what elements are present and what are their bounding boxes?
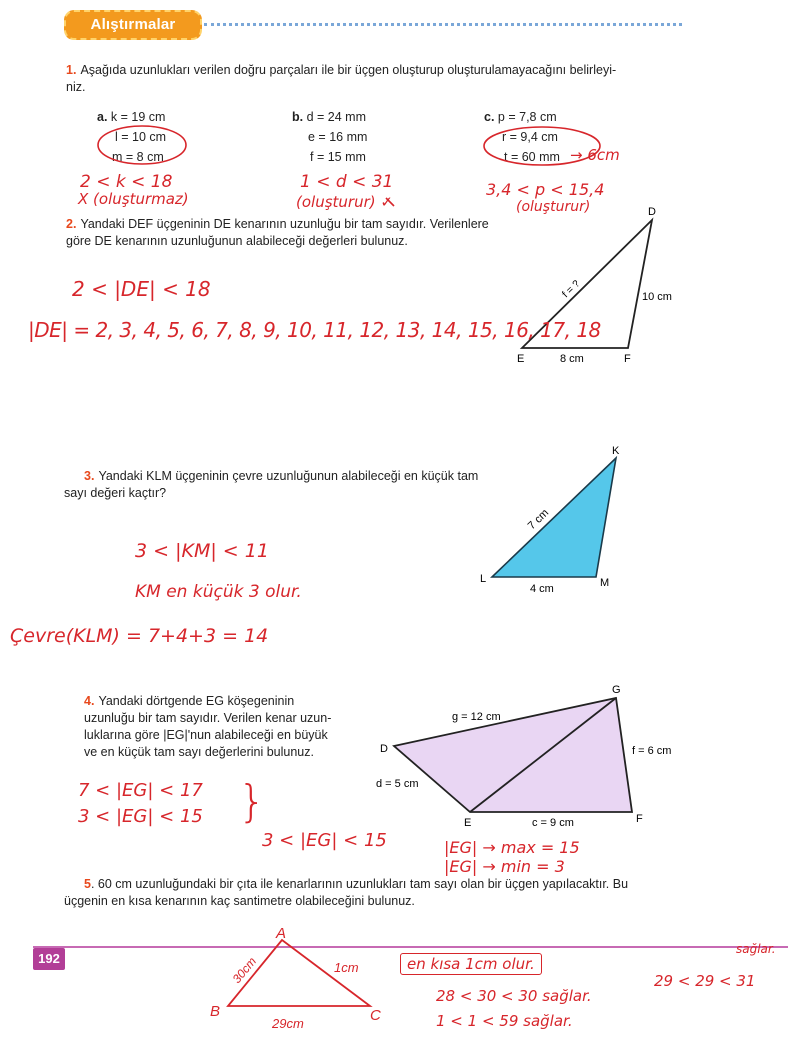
- side-ef-label: c = 9 cm: [532, 817, 574, 829]
- q4-hand-4: |EG| → max = 15: [444, 838, 580, 857]
- q4-hand-2: 3 < |EG| < 15: [78, 806, 203, 827]
- question-4-text: [84, 693, 364, 761]
- side-lm-label: 4 cm: [530, 583, 554, 595]
- question-3-line2: sayı değeri kaçtır?: [64, 486, 167, 500]
- question-3-line1: Yandaki KLM üçgeninin çevre uzunluğunun alabileceği en küçük tam: [98, 469, 479, 483]
- q1-b-line3: f = 15 mm: [310, 150, 366, 164]
- q5-hand-1: 28 < 30 < 30 sağlar.: [436, 987, 592, 1005]
- vertex-b-label: B: [210, 1003, 221, 1020]
- q1-a-line3: m = 8 cm: [112, 150, 164, 164]
- vertex-f-label: F: [624, 353, 631, 365]
- q1-hand-b2: (oluşturur) ✓: [296, 193, 393, 211]
- side-gf-label: f = 6 cm: [632, 745, 672, 757]
- q2-hand-2: |DE| = 2, 3, 4, 5, 6, 7, 8, 9, 10, 11, 12, 13, 14, 15, 16, 17, 18: [28, 318, 601, 342]
- q1-c-line1: p = 7,8 cm: [497, 110, 557, 124]
- question-5-line1: . 60 cm uzunluğundaki bir çıta ile kenarlarının uzunlukları tam sayı olan bir üçgen yapılacaktır. Bu: [90, 877, 629, 891]
- question-4-line4: ve en küçük tam sayı değerlerini bulunuz.: [84, 745, 314, 759]
- question-5-number: 5: [84, 877, 91, 891]
- q3-hand-2: KM en küçük 3 olur.: [135, 582, 302, 602]
- question-2-text: [66, 216, 566, 250]
- q1-hand-c1: 3,4 < p < 15,4: [486, 180, 605, 199]
- question-1-number: 1.: [66, 63, 77, 77]
- q5-hand-box: en kısa 1cm olur.: [400, 953, 542, 975]
- side-bc-label: 29cm: [272, 1016, 304, 1031]
- q5-hand-4: sağlar.: [736, 942, 776, 956]
- q1-b-line1: d = 24 mm: [306, 110, 366, 124]
- side-dg-label: g = 12 cm: [452, 711, 501, 723]
- footer-divider: [33, 946, 788, 948]
- triangle-abc-sketch: [200, 920, 400, 1040]
- q1-hand-a2: X (oluşturmaz): [78, 190, 189, 208]
- section-title: Alıştırmalar: [90, 16, 176, 33]
- q1-hand-c0: → 6cm: [570, 146, 620, 164]
- question-3-text: [64, 468, 524, 502]
- question-5-line2: üçgenin en kısa kenarının kaç santimetre olabileceğini bulunuz.: [64, 894, 415, 908]
- vertex-d-label: D: [380, 743, 388, 755]
- q4-hand-brace: }: [238, 776, 266, 827]
- question-1-line1: Aşağıda uzunlukları verilen doğru parçaları ile bir üçgen oluşturup oluşturulamayacağını belirleyi-: [80, 63, 617, 77]
- vertex-k-label: K: [612, 445, 620, 457]
- q1-hand-c2: (oluşturur): [516, 199, 591, 215]
- q1-c-line2: r = 9,4 cm: [502, 130, 558, 144]
- triangle-klm-figure: [470, 440, 640, 600]
- q1-b-label: b.: [292, 110, 304, 124]
- q1-c-label: c.: [484, 110, 495, 124]
- quadrilateral-defg: [394, 698, 632, 812]
- vertex-m-label: M: [600, 577, 610, 589]
- vertex-e-label: E: [517, 353, 525, 365]
- q1-hand-b1: 1 < d < 31: [300, 172, 394, 192]
- q1-a-line1: k = 19 cm: [110, 110, 166, 124]
- triangle-def-figure: [500, 200, 700, 370]
- q1-a-line2: l = 10 cm: [115, 130, 167, 144]
- vertex-c-label: C: [370, 1007, 381, 1024]
- circle-mark-a: [98, 126, 186, 164]
- q1-b-line2: e = 16 mm: [308, 130, 368, 144]
- q3-hand-3: Çevre(KLM) = 7+4+3 = 14: [10, 625, 269, 647]
- q1-hand-a1: 2 < k < 18: [80, 172, 173, 192]
- vertex-e-label: E: [464, 817, 472, 829]
- side-ab-label: 30cm: [229, 954, 260, 986]
- question-3-number: 3.: [84, 469, 95, 483]
- vertex-l-label: L: [480, 573, 487, 585]
- question-4-line3: luklarına göre |EG|'nun alabileceği en büyük: [84, 728, 328, 742]
- vertex-a-label: A: [276, 925, 287, 942]
- side-de-label: d = 5 cm: [376, 778, 419, 790]
- question-4-number: 4.: [84, 694, 95, 708]
- question-4-line1: Yandaki dörtgende EG köşegeninin: [98, 694, 295, 708]
- q1-a-label: a.: [97, 110, 108, 124]
- q2-hand-1: 2 < |DE| < 18: [72, 277, 211, 301]
- side-ac-label: 1cm: [334, 960, 359, 975]
- q4-hand-5: |EG| → min = 3: [444, 857, 565, 876]
- q1-c-line3: t = 60 mm: [504, 150, 560, 164]
- question-4-line2: uzunluğu bir tam sayıdır. Verilen kenar uzun-: [84, 711, 332, 725]
- side-ef-label: 8 cm: [560, 353, 584, 365]
- question-2-line2: göre DE kenarının uzunluğunun alabileceği değerleri bulunuz.: [66, 234, 408, 248]
- q4-hand-1: 7 < |EG| < 17: [78, 780, 203, 801]
- side-lk-label: 7 cm: [525, 506, 552, 533]
- question-2-number: 2.: [66, 217, 77, 231]
- question-1-line2: niz.: [66, 80, 86, 94]
- q4-hand-3: 3 < |EG| < 15: [262, 830, 387, 851]
- q5-hand-2: 1 < 1 < 59 sağlar.: [436, 1012, 573, 1030]
- triangle-klm: [492, 458, 616, 577]
- q5-hand-3: 29 < 29 < 31: [654, 972, 756, 990]
- side-de-label: f = ?: [560, 278, 583, 301]
- question-2-line1: Yandaki DEF üçgeninin DE kenarının uzunluğu bir tam sayıdır. Verilenlere: [80, 217, 489, 231]
- q3-hand-1: 3 < |KM| < 11: [135, 540, 269, 562]
- vertex-f-label: F: [636, 813, 643, 825]
- page-number: 192: [33, 948, 65, 970]
- vertex-d-label: D: [648, 206, 656, 218]
- question-5-text: [64, 876, 784, 910]
- vertex-g-label: G: [612, 684, 621, 696]
- side-df-label: 10 cm: [642, 291, 672, 303]
- quadrilateral-defg-figure: [370, 680, 690, 830]
